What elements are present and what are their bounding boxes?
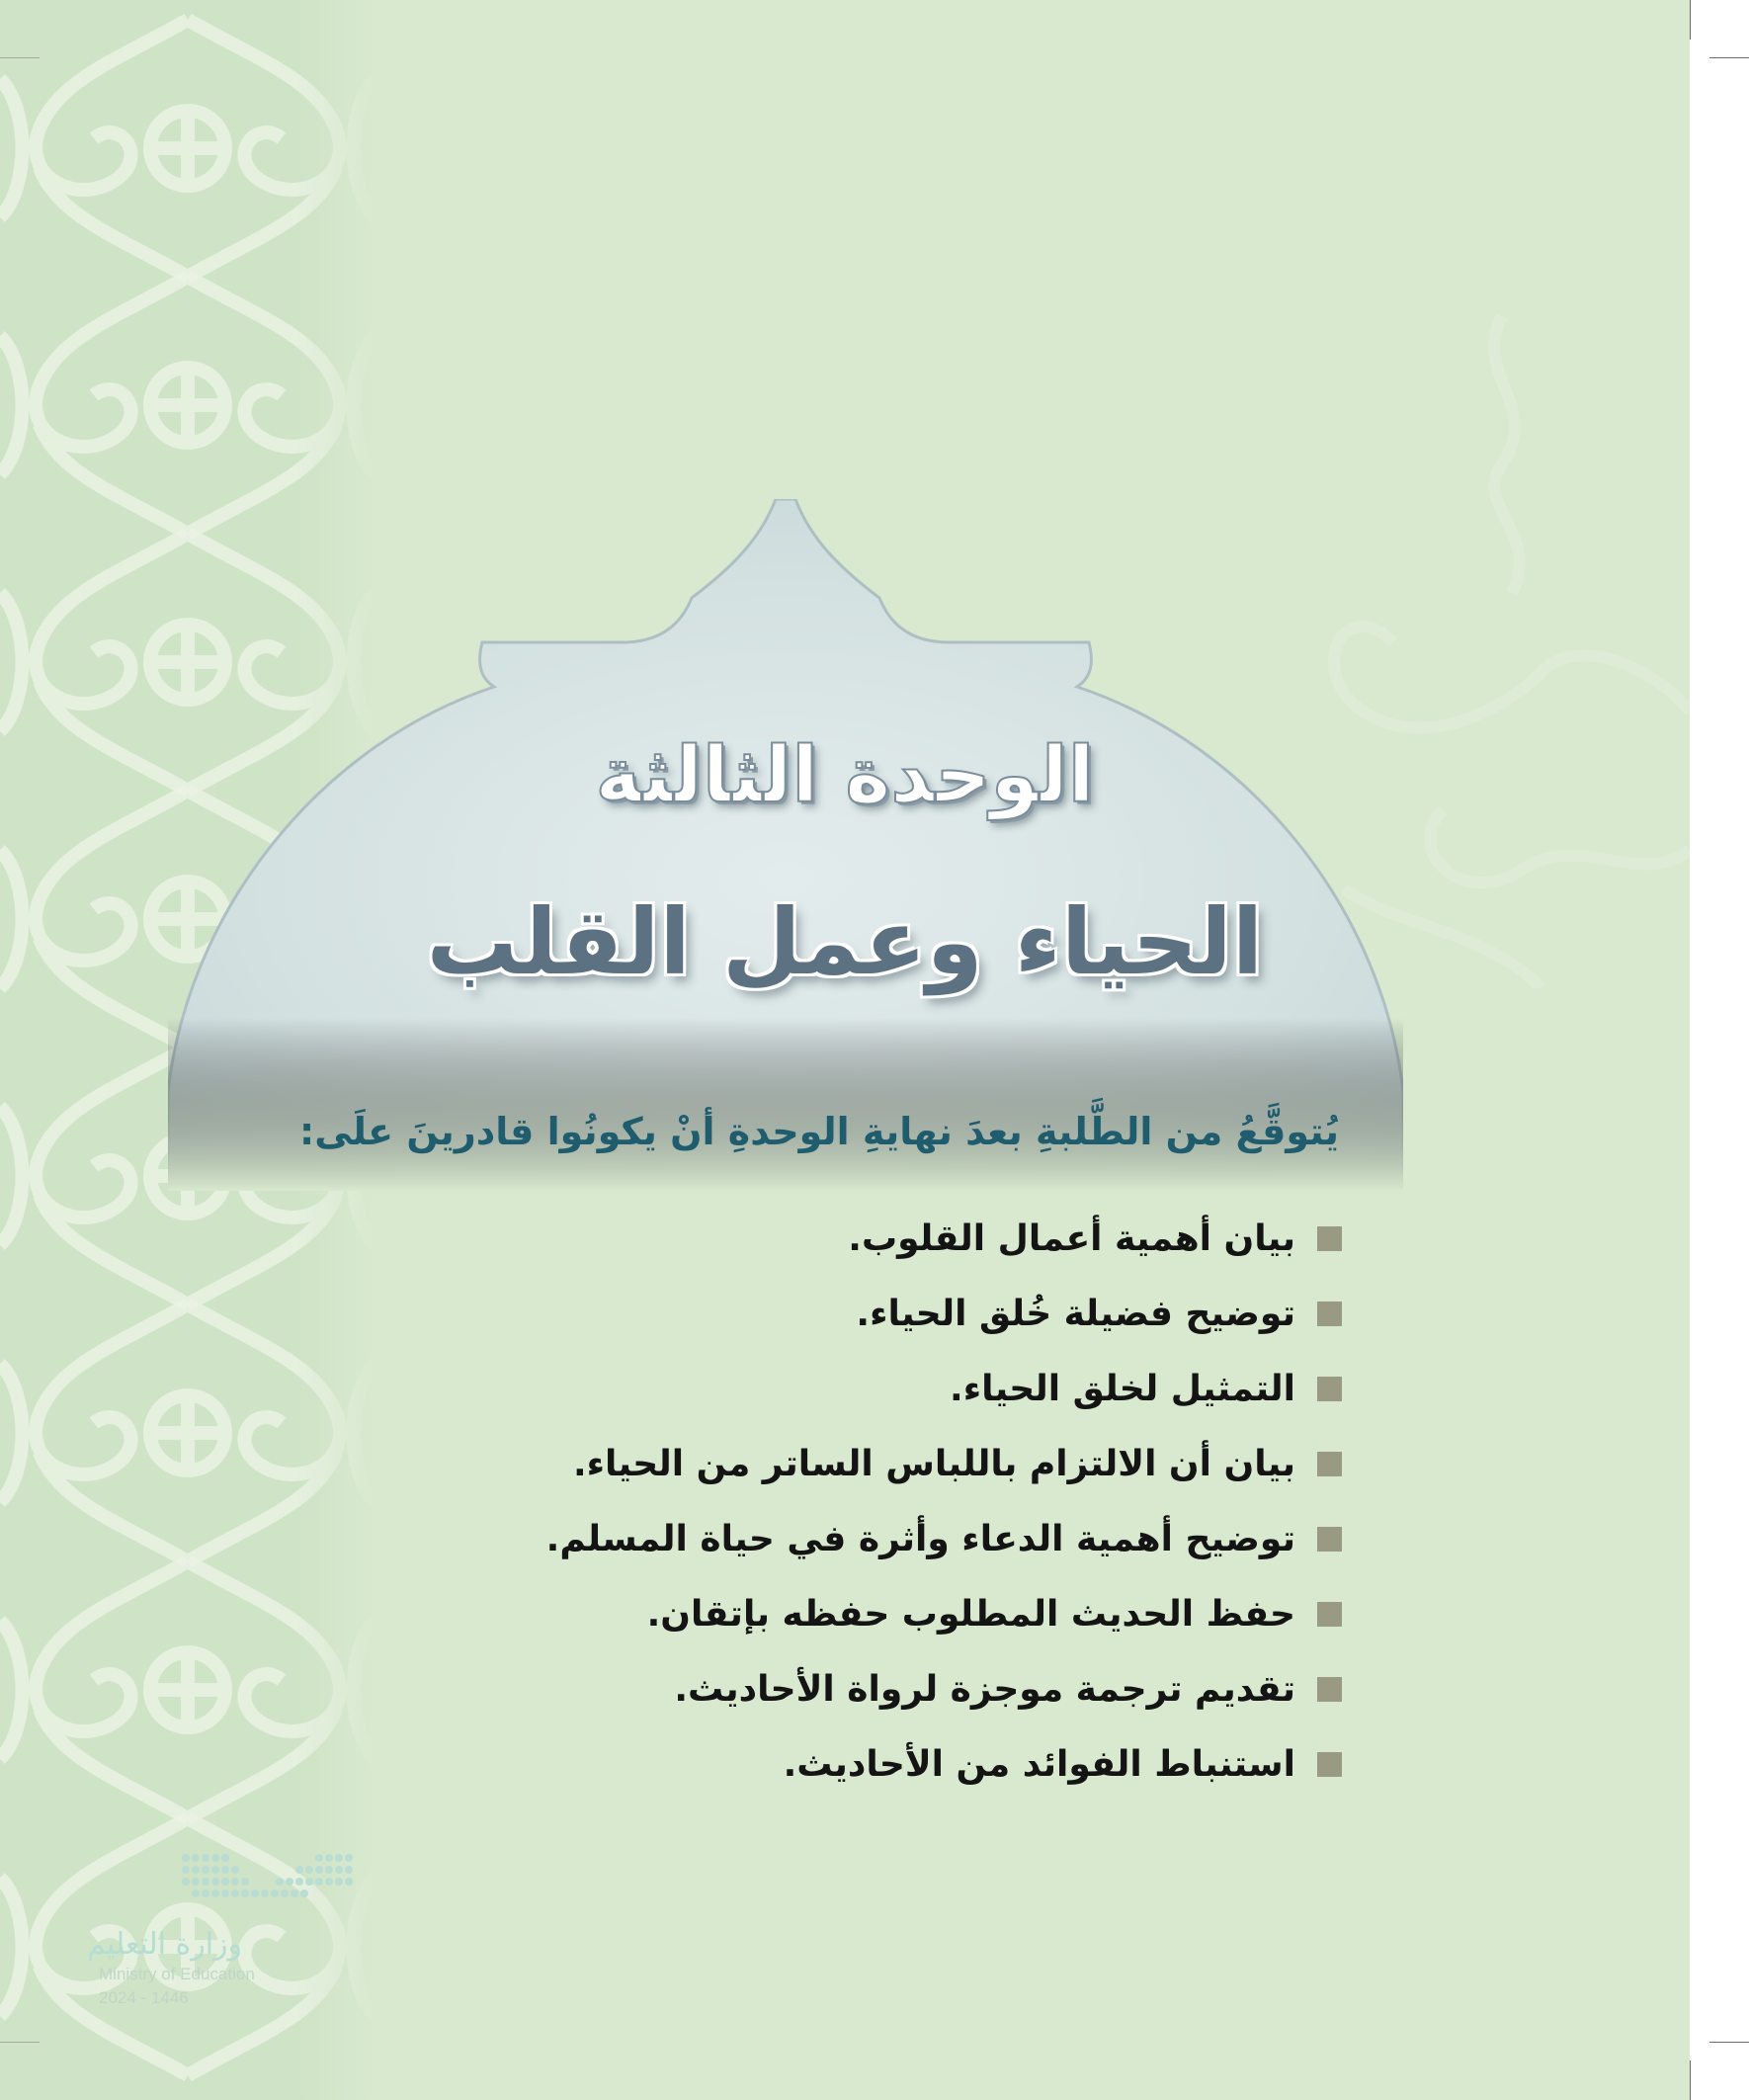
objective-item (546, 1501, 1342, 1576)
ministry-year: 2024 - 1446 (99, 1988, 189, 2007)
ministry-name-english: Ministry of Education (99, 1965, 255, 1983)
crop-mark (1690, 2060, 1691, 2100)
crop-mark (0, 2042, 40, 2043)
objective-text: استنباط الفوائد من الأحاديث. (783, 1743, 1295, 1785)
objective-text: التمثيل لخلق الحياء. (950, 1368, 1295, 1409)
square-bullet-icon (1317, 1226, 1342, 1251)
unit-title: الحياء وعمل القلب (426, 889, 1264, 995)
objective-text: توضيح فضيلة خُلق الحياء. (856, 1293, 1295, 1334)
square-bullet-icon (1317, 1752, 1342, 1777)
dome-frame (168, 499, 1403, 1191)
learning-objectives-intro: يُتوقَّعُ من الطَّلبةِ بعدَ نهايةِ الوحدةِ أنْ يكونُوا قادرينَ علَى: (299, 1110, 1339, 1153)
objective-item (546, 1201, 1342, 1276)
objective-item (546, 1651, 1342, 1726)
crop-mark (1709, 57, 1749, 58)
objective-text: توضيح أهمية الدعاء وأثرة في حياة المسلم. (545, 1518, 1295, 1559)
objectives-list (546, 1201, 1342, 1802)
unit-number: الوحدة الثالثة (595, 731, 1095, 820)
crop-mark (0, 57, 40, 58)
objective-item (546, 1351, 1342, 1426)
objective-item (546, 1276, 1342, 1351)
ministry-logo (87, 1848, 374, 2007)
crop-mark (1709, 2042, 1749, 2043)
square-bullet-icon (1317, 1602, 1342, 1627)
objective-text: تقديم ترجمة موجزة لرواة الأحاديث. (674, 1668, 1295, 1710)
objective-text: حفظ الحديث المطلوب حفظه بإتقان. (646, 1593, 1295, 1635)
ministry-name-arabic: وزارة التعليم (87, 1927, 243, 1962)
crop-mark (1690, 0, 1691, 40)
objective-item (546, 1576, 1342, 1651)
square-bullet-icon (1317, 1452, 1342, 1476)
objective-item (546, 1426, 1342, 1501)
square-bullet-icon (1317, 1302, 1342, 1326)
objective-text: بيان أهمية أعمال القلوب. (848, 1218, 1295, 1259)
square-bullet-icon (1317, 1527, 1342, 1552)
square-bullet-icon (1317, 1377, 1342, 1401)
square-bullet-icon (1317, 1677, 1342, 1702)
objective-text: بيان أن الالتزام باللباس الساتر من الحياء. (572, 1443, 1295, 1484)
ministry-dots-emblem-icon (181, 1848, 359, 1907)
objective-item (546, 1726, 1342, 1802)
